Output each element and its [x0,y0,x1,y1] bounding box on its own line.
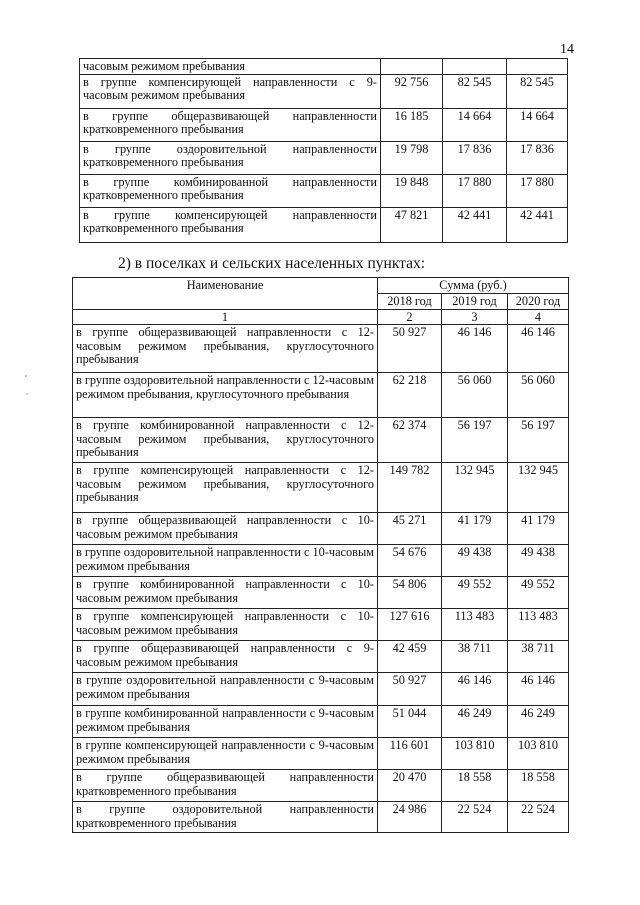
row-name: в группе компенсирующей направленности с 10-часовым режимом пребывания [73,609,378,641]
table-row [73,641,569,673]
row-name: в группе оздоровительной направленности с 9-часовым режимом пребывания [73,673,378,706]
value-2019: 18 558 [442,770,508,802]
value-2018: 24 986 [378,802,442,833]
value-2019: 17 836 [443,141,507,174]
value-2019: 41 179 [442,513,508,545]
value-2018: 50 927 [378,673,442,706]
row-name: в группе компенсирующей направленности с 9-часовым режимом пребывания [73,738,378,770]
value-2018: 54 676 [378,545,442,577]
value-2018: 92 756 [381,74,443,108]
row-name: в группе компенсирующей направленности с 12-часовым режимом пребывания, круглосуточного пребывания [73,463,378,513]
row-name: в группе оздоровительной направленности кратковременного пребывания [73,802,378,833]
value-2019: 49 438 [442,545,508,577]
value-2019: 49 552 [442,577,508,609]
value-2019: 17 880 [443,174,507,207]
value-2020: 82 545 [507,74,568,108]
value-2018: 19 848 [381,174,443,207]
row-name: в группе комбинированной направленности с 12-часовым режимом пребывания, круглосуточного пребывания [73,418,378,463]
value-2018: 51 044 [378,706,442,738]
table-row [73,802,569,833]
value-2020: 113 483 [508,609,569,641]
value-2020: 38 711 [508,641,569,673]
tariff-table-continued [79,58,568,243]
header-year-2019: 2019 год [442,293,508,309]
value-2018: 62 218 [378,373,442,418]
section-heading: 2) в поселках и сельских населенных пунктах: [118,255,426,272]
value-2018: 16 185 [381,108,443,141]
header-year-2018: 2018 год [378,293,442,309]
row-name: в группе общеразвивающей направленности кратковременного пребывания [73,770,378,802]
value-2020: 56 060 [508,373,569,418]
value-2020: 46 146 [508,325,569,373]
value-2018: 47 821 [381,207,443,242]
table-row [73,325,569,373]
value-2020: 17 880 [507,174,568,207]
table-row [73,513,569,545]
row-name: часовым режимом пребывания [80,59,381,75]
header-name: Наименование [73,278,378,310]
value-2019: 103 810 [442,738,508,770]
value-2019 [443,59,507,75]
value-2019: 46 146 [442,325,508,373]
value-2020: 49 552 [508,577,569,609]
table-row [80,174,568,207]
value-2020: 14 664 [507,108,568,141]
table-row [73,706,569,738]
margin-scan-marks [18,370,38,410]
value-2020 [507,59,568,75]
value-2020: 41 179 [508,513,569,545]
tariff-table-villages [72,277,569,833]
value-2019: 113 483 [442,609,508,641]
column-number: 2 [378,309,442,325]
column-number: 3 [442,309,508,325]
value-2018: 42 459 [378,641,442,673]
value-2018: 19 798 [381,141,443,174]
value-2018: 127 616 [378,609,442,641]
value-2018: 45 271 [378,513,442,545]
row-name: в группе оздоровительной направленности с 10-часовым режимом пребывания [73,545,378,577]
table-row [73,418,569,463]
value-2018 [381,59,443,75]
value-2020: 17 836 [507,141,568,174]
value-2020: 42 441 [507,207,568,242]
value-2018: 62 374 [378,418,442,463]
value-2020: 46 249 [508,706,569,738]
row-name: в группе оздоровительной направленности кратковременного пребывания [80,141,381,174]
row-name: в группе общеразвивающей направленности с 9-часовым режимом пребывания [73,641,378,673]
value-2019: 82 545 [443,74,507,108]
row-name: в группе общеразвивающей направленности с 12-часовым режимом пребывания, круглосуточного пребывания [73,325,378,373]
table-row [73,770,569,802]
header-sum: Сумма (руб.) [378,278,569,294]
value-2019: 56 060 [442,373,508,418]
row-name: в группе оздоровительной направленности с 12-часовым режимом пребывания, круглосуточного пребывания [73,373,378,418]
table-row [80,59,568,75]
table-row [80,108,568,141]
column-number: 4 [508,309,569,325]
table-row [80,74,568,108]
value-2020: 49 438 [508,545,569,577]
value-2019: 46 249 [442,706,508,738]
column-numbers-row [73,309,569,325]
value-2018: 149 782 [378,463,442,513]
value-2019: 46 146 [442,673,508,706]
page-number: 14 [560,42,574,57]
table-row [73,673,569,706]
value-2020: 18 558 [508,770,569,802]
table-row [80,141,568,174]
value-2019: 132 945 [442,463,508,513]
row-name: в группе компенсирующей направленности кратковременного пребывания [80,207,381,242]
row-name: в группе комбинированной направленности с 9-часовым режимом пребывания [73,706,378,738]
row-name: в группе комбинированной направленности кратковременного пребывания [80,174,381,207]
value-2020: 132 945 [508,463,569,513]
table-row [80,207,568,242]
value-2018: 50 927 [378,325,442,373]
row-name: в группе комбинированной направленности с 10-часовым режимом пребывания [73,577,378,609]
value-2020: 56 197 [508,418,569,463]
value-2019: 56 197 [442,418,508,463]
value-2018: 116 601 [378,738,442,770]
value-2019: 38 711 [442,641,508,673]
table-row [73,463,569,513]
table-row [73,609,569,641]
row-name: в группе компенсирующей направленности с 9-часовым режимом пребывания [80,74,381,108]
value-2018: 54 806 [378,577,442,609]
header-year-2020: 2020 год [508,293,569,309]
table-row [73,738,569,770]
table-row [73,373,569,418]
value-2020: 46 146 [508,673,569,706]
row-name: в группе общеразвивающей направленности кратковременного пребывания [80,108,381,141]
table-row [73,545,569,577]
table-row [73,577,569,609]
value-2018: 20 470 [378,770,442,802]
value-2020: 22 524 [508,802,569,833]
row-name: в группе общеразвивающей направленности с 10-часовым режимом пребывания [73,513,378,545]
value-2019: 42 441 [443,207,507,242]
value-2019: 14 664 [443,108,507,141]
value-2020: 103 810 [508,738,569,770]
header-row [73,278,569,294]
column-number: 1 [73,309,378,325]
value-2019: 22 524 [442,802,508,833]
